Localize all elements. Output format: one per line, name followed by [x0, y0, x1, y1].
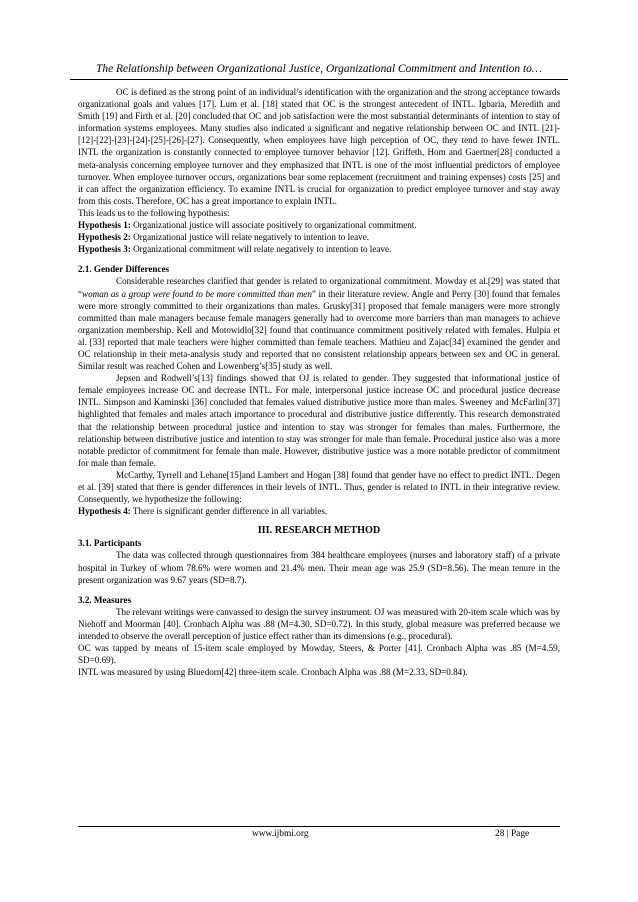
footer-url: www.ijbmi.org [252, 829, 309, 839]
paragraph-gender-commitment-part-2: ” in their literature review. Angle and Perry [30] found that females were more strongly committed to their organizations than males. Grusky[31] proposed that female managers were more strongly committed than male managers because female managers generally had to overcome more barriers than man managers to achieve organization membership. Kell and Motowidlo[32] found that continuance commitment positively related with females. Hulpia et al. [33] reported that male teachers were higher committed than female teachers. Mathieu and Zajac[34] examined the gender and OC relationship in their meta-analysis study and reported that no consistent relationship appears between sex and OC in general. Similar result was reached Cohen and Lowenberg’s[35] study as well. [78, 288, 560, 372]
header-divider [70, 79, 568, 80]
page-number: 28 | Page [495, 829, 530, 839]
paragraph-oc-definition: OC is defined as the strong point of an individual’s identification with the organization and the strong acceptance towards organizational goals and values [17]. Lum et al. [18] stated that OC is the strongest antecedent of INTL. Igbaria, Meredith and Smith [19] and Firth et al. [20] concluded that OC and job satisfaction were the most substantial determinants of intention to stay of information systems employees. Many studies also indicated a significant and negative relationship between OC and INTL [21]-[12]-[22]-[23]-[24]-[25]-[26]-[27]. Consequently, when employees have high perception of OC, they tend to have fewer INTL. INTL the organization is constantly connected to employee turnover behavior [12]. Griffeth, Hom and Gaertner[28] conducted a meta-analysis concerning employee turnover and they emphasized that INTL is one of the most influential predictors of employee turnover. When employee turnover occurs, organizations bear some replacement (recruitment and training expenses) costs [25] and it can affect the organization efficiency. To examine INTL is crucial for organization to predict employee turnover and stay away from this costs. Therefore, OC has a great importance to explain INTL. [78, 87, 560, 206]
hypothesis-2-text: Organizational justice will relate negatively to intention to leave. [130, 232, 370, 243]
hypothesis-1 [78, 219, 560, 231]
paragraph-gender-justice: Jepsen and Rodwell’s[13] findings showed that OJ is related to gender. They suggested that informational justice of female employees increase OC and decrease INTL. For male, interpersonal justice increase OC and procedural justice decrease INTL. Simpson and Kaminski [36] concluded that females valued distributive justice more than males. Sweeney and McFarlin[37] highlighted that females and males attach importance to procedural and distributive justice differently. This research demonstrated that the relationship between procedural justice and intention to stay was stronger for females than males. Furthermore, the relationship between distributive justice and intention to stay was stronger for male than female. Procedural justice also was a more notable predictor of commitment for female than male. However, distributive justice was a more notable predictor of commitment for male than female. [78, 373, 560, 468]
section-2-1-heading: 2.1. Gender Differences [78, 264, 170, 275]
paragraph-gender-intl: McCarthy, Tyrrell and Lehane[15]and Lambert and Hogan [38] found that gender have no effect to predict INTL. Degen et al. [39] stated that there is gender differences in their levels of INTL. Thus, gender is related to INTL in their integrative review. Consequently, we hypothesize the following: [78, 469, 560, 505]
hypothesis-4 [78, 505, 560, 517]
section-3-2-heading: 3.2. Measures [78, 594, 132, 605]
quoted-phrase: woman as a group were found to be more committed than men [82, 288, 312, 299]
hypothesis-1-label: Hypothesis 1: [78, 220, 131, 231]
paragraph-gender-commitment [78, 275, 560, 372]
running-header: The Relationship between Organizational Justice, Organizational Commitment and Intention to… [96, 63, 542, 75]
paragraph-intl-measure: INTL was measured by using Bluedorn[42] three-item scale. Cronbach Alpha was .88 (M=2.33, SD=0.84). [78, 667, 468, 678]
hypothesis-3 [78, 243, 560, 255]
hypothesis-2 [78, 231, 560, 243]
hypothesis-4-text: There is significant gender difference in all variables. [130, 506, 328, 517]
hypothesis-3-text: Organizational commitment will relate negatively to intention to leave. [130, 244, 392, 255]
hypothesis-3-label: Hypothesis 3: [78, 244, 131, 255]
paragraph-oj-measure: The relevant writings were canvassed to design the survey instrument. OJ was measured with 20-item scale which was by Niehoff and Moorman [40]. Cronbach Alpha was .88 (M=4.30, SD=0.72). In this study, global measure was preferred because we intended to observe the overall perception of justice effect rather than its dimensions (e.g., procedural). [78, 606, 560, 642]
hypothesis-4-label: Hypothesis 4: [78, 506, 131, 517]
hypothesis-1-text: Organizational justice will associate positively to organizational commitment. [130, 220, 417, 231]
hypothesis-lead-in: This leads us to the following hypothesis: [78, 207, 230, 218]
paragraph-gender-commitment-part-1: Considerable researches clarified that gender is related to organizational commitment. Mowday et al.[29] was stated that “ [78, 276, 560, 299]
paragraph-oc-measure: OC was tapped by means of 15-item scale employed by Mowday, Steers, & Porter [41]. Cronbach Alpha was .85 (M=4.59, SD=0.69). [78, 643, 560, 666]
paragraph-participants: The data was collected through questionnaires from 384 healthcare employees (nurses and laboratory staff) of a private hospital in Turkey of whom 78.6% were women and 21.4% men. Their mean age was 25.9 (SD=8.56). The mean tenure in the present organization was 9.67 years (SD=8.7). [78, 550, 560, 585]
section-3-heading: III. RESEARCH METHOD [257, 525, 381, 537]
page-body [78, 86, 560, 678]
section-3-1-heading: 3.1. Participants [78, 538, 142, 549]
hypothesis-2-label: Hypothesis 2: [78, 232, 131, 243]
footer-divider [78, 826, 560, 827]
